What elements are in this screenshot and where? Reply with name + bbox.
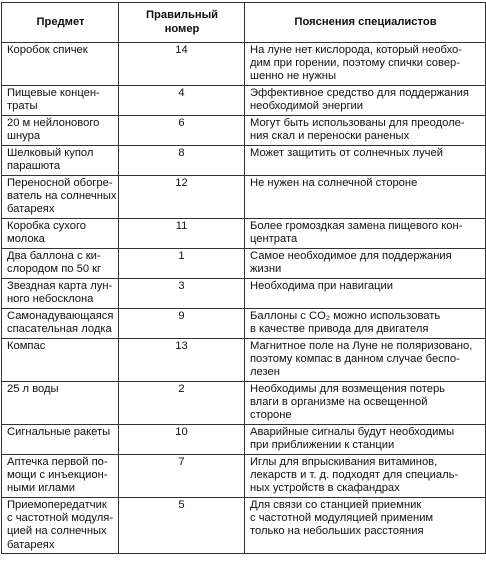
header-row <box>2 3 486 43</box>
cell-number: 3 <box>119 279 245 309</box>
cell-number: 5 <box>119 498 245 554</box>
table-row <box>2 279 486 309</box>
cell-explanation: На луне нет кислорода, который необхо- дим при горении, поэтому спички совер- шенно не нужны <box>245 43 486 86</box>
cell-explanation: Не нужен на солнечной стороне <box>245 176 486 219</box>
cell-number: 6 <box>119 116 245 146</box>
cell-number: 1 <box>119 249 245 279</box>
cell-item: Компас <box>2 339 119 382</box>
cell-explanation: Иглы для впрыскивания витаминов, лекарств и т. д. подходят для специаль- ных устройств в скафандрах <box>245 455 486 498</box>
table-row <box>2 249 486 279</box>
table-row <box>2 339 486 382</box>
cell-number: 11 <box>119 219 245 249</box>
cell-number: 4 <box>119 86 245 116</box>
cell-item: Два баллона с ки- слородом по 50 кг <box>2 249 119 279</box>
cell-explanation: Необходима при навигации <box>245 279 486 309</box>
cell-number: 14 <box>119 43 245 86</box>
table-body <box>2 43 486 554</box>
table-row <box>2 498 486 554</box>
table-row <box>2 382 486 425</box>
cell-item: Коробка сухого молока <box>2 219 119 249</box>
table-row <box>2 86 486 116</box>
cell-number: 13 <box>119 339 245 382</box>
table-row <box>2 176 486 219</box>
cell-number: 7 <box>119 455 245 498</box>
cell-explanation: Самое необходимое для поддержания жизни <box>245 249 486 279</box>
cell-item: 20 м нейлонового шнура <box>2 116 119 146</box>
header-explanation: Пояснения специалистов <box>245 3 486 43</box>
cell-item: Сигнальные ракеты <box>2 425 119 455</box>
table-row <box>2 425 486 455</box>
cell-explanation: Более громоздкая замена пищевого кон- центрата <box>245 219 486 249</box>
cell-explanation: Аварийные сигналы будут необходимы при приближении к станции <box>245 425 486 455</box>
cell-explanation: Магнитное поле на Луне не поляризовано, поэтому компас в данном случае беспо- лезен <box>245 339 486 382</box>
cell-number: 12 <box>119 176 245 219</box>
cell-explanation: Необходимы для возмещения потерь влаги в организме на освещенной стороне <box>245 382 486 425</box>
table-row <box>2 455 486 498</box>
cell-item: 25 л воды <box>2 382 119 425</box>
cell-item: Пищевые концен- траты <box>2 86 119 116</box>
table-row <box>2 309 486 339</box>
table-row <box>2 43 486 86</box>
cell-explanation: Может защитить от солнечных лучей <box>245 146 486 176</box>
table-row <box>2 116 486 146</box>
cell-explanation: Для связи со станцией приемник с частотной модуляцией применим только на небольших расстояния <box>245 498 486 554</box>
cell-item: Переносной обогре- ватель на солнечных батареях <box>2 176 119 219</box>
cell-item: Самонадувающаяся спасательная лодка <box>2 309 119 339</box>
table-header <box>2 3 486 43</box>
expert-answers-table <box>1 2 486 554</box>
cell-item: Шелковый купол парашюта <box>2 146 119 176</box>
cell-item: Приемопередатчик с частотной модуля- цией на солнечных батареях <box>2 498 119 554</box>
cell-explanation: Эффективное средство для поддержания необходимой энергии <box>245 86 486 116</box>
cell-explanation: Баллоны с CO₂ можно использовать в качестве привода для двигателя <box>245 309 486 339</box>
header-item: Предмет <box>2 3 119 43</box>
cell-item: Коробок спичек <box>2 43 119 86</box>
cell-number: 8 <box>119 146 245 176</box>
cell-item: Аптечка первой по- мощи с инъекцион- ными иглами <box>2 455 119 498</box>
table-row <box>2 219 486 249</box>
cell-item: Звездная карта лун- ного небосклона <box>2 279 119 309</box>
cell-number: 2 <box>119 382 245 425</box>
cell-number: 9 <box>119 309 245 339</box>
cell-number: 10 <box>119 425 245 455</box>
table-row <box>2 146 486 176</box>
header-number: Правильный номер <box>119 3 245 43</box>
cell-explanation: Могут быть использованы для преодоле- ния скал и переноски раненых <box>245 116 486 146</box>
